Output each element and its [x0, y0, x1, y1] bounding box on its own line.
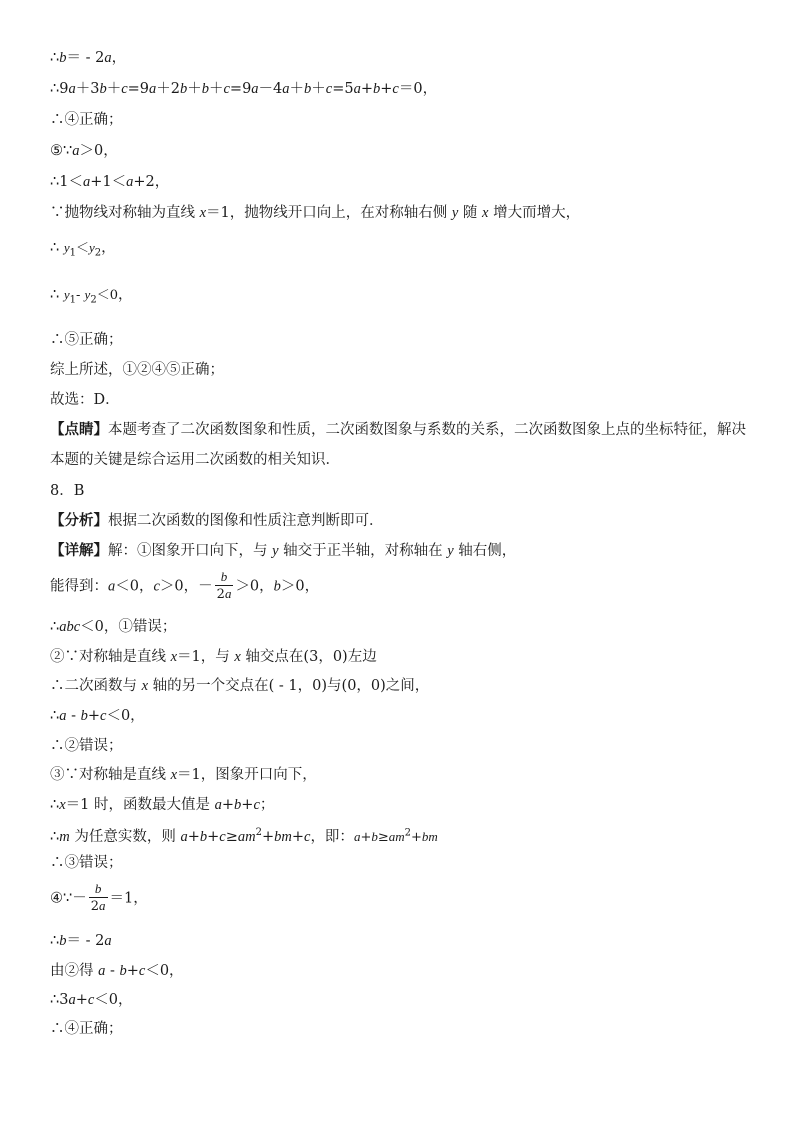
- solution-line-1: ∴b＝ - 2a，: [50, 50, 127, 66]
- question-8-answer: 8．B: [50, 483, 85, 499]
- detail-8-line-9: ∴x＝1 时，函数最大值是 a+b+c；: [50, 797, 275, 813]
- detail-8-line-5: ∴二次函数与 x 轴的另一个交点在( - 1，0)与(0，0)之间，: [50, 678, 430, 694]
- detail-8-line-1: 【详解】解：①图象开口向下，与 y 轴交于正半轴，对称轴在 y 轴右侧，: [50, 542, 517, 559]
- detail-8-line-11: ∴③错误；: [50, 855, 123, 871]
- solution-line-4: ⑤∵a＞0，: [50, 143, 118, 159]
- solution-answer-7: 故选：D．: [50, 392, 120, 408]
- detail-8-line-4: ②∵对称轴是直线 x＝1，与 x 轴交点在(3，0)左边: [50, 649, 377, 665]
- detail-8-line-3: ∴abc＜0，①错误；: [50, 619, 177, 635]
- detail-8-line-2: 能得到：a＜0，c＞0，－ $\frac{b}{2a}$ ＞0，b＞0，: [50, 569, 320, 602]
- detail-8-line-16: ∴④正确；: [50, 1021, 123, 1037]
- detail-8-line-6: ∴a - b+c＜0，: [50, 708, 145, 724]
- detail-8-line-8: ③∵对称轴是直线 x＝1，图象开口向下，: [50, 767, 317, 783]
- detail-8-line-13: ∴b＝ - 2a: [50, 933, 112, 949]
- fraction-b-over-2a-2: $\frac{b}{2a}$: [90, 881, 106, 914]
- detail-8-line-15: ∴3a+c＜0，: [50, 992, 133, 1008]
- solution-line-8: ∴ $y_1-$ $y_2<0$，: [50, 287, 133, 306]
- solution-line-6: ∵抛物线对称轴为直线 x＝1，抛物线开口向上，在对称轴右侧 y 随 x 增大而增大，: [50, 205, 581, 221]
- detail-8-line-12: ④∵－ $\frac{b}{2a}$ ＝1，: [50, 881, 148, 914]
- solution-line-9: ∴⑤正确；: [50, 332, 123, 348]
- comment-paragraph-7: 【点睛】本题考查了二次函数图象和性质，二次函数图象与系数的关系，二次函数图象上点的坐标特征，解决本题的关键是综合运用二次函数的相关知识．: [50, 421, 746, 468]
- solution-line-5: ∴1＜a+1＜a+2，: [50, 174, 170, 190]
- detail-8-line-7: ∴②错误；: [50, 738, 123, 754]
- detail-8-line-10: ∴m 为任意实数，则 $a+b+c\ge am^2+bm+c$，即：$a+b\ge am^2+bm$: [50, 827, 438, 845]
- solution-line-10: 综上所述，①②④⑤正确；: [50, 362, 224, 378]
- solution-line-3: ∴④正确；: [50, 112, 123, 128]
- solution-line-7: ∴ $y_1<y_2$，: [50, 240, 116, 259]
- fraction-b-over-2a: $\frac{b}{2a}$: [216, 569, 232, 602]
- solution-line-2: ∴9a＋3b＋c=9a＋2b＋b＋c=9a－4a＋b＋c=5a+b+c＝0，: [50, 81, 438, 97]
- analysis-8: 【分析】根据二次函数的图像和性质注意判断即可．: [50, 512, 384, 529]
- detail-8-line-14: 由②得 a - b+c＜0，: [50, 963, 184, 979]
